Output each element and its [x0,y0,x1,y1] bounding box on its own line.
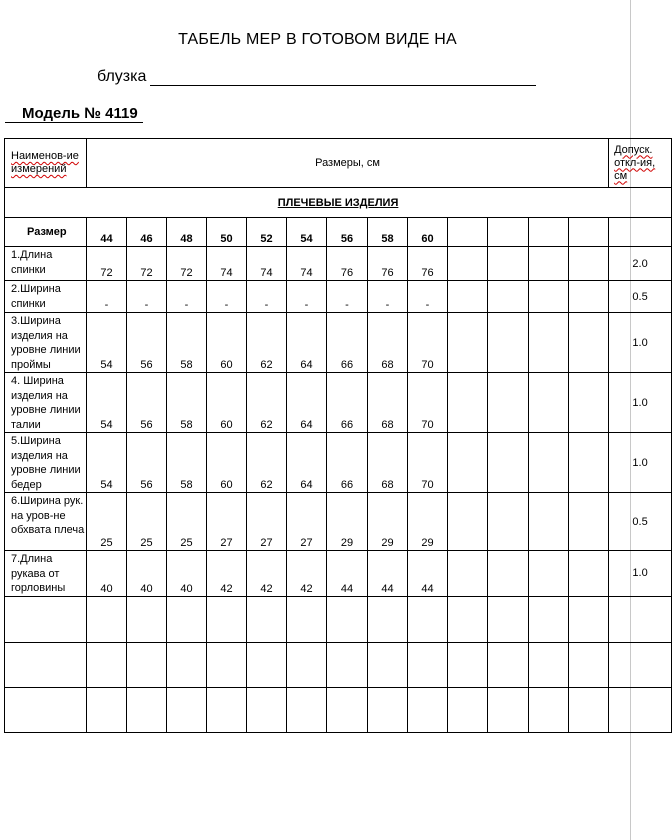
measurement-value-cell [529,247,569,281]
measurement-value-cell [488,642,529,687]
measurement-value-cell [488,596,529,642]
measurement-value-cell [569,281,609,313]
measurement-value-cell: 64 [287,373,327,433]
measurement-value-cell [287,596,327,642]
measurement-value-cell [448,642,488,687]
measurement-value-cell: 42 [247,551,287,597]
measurement-value-cell [448,433,488,493]
measurement-value-cell [569,551,609,597]
measurement-name-cell: 4. Ширина изделия на уровне линии талии [5,373,87,433]
measurement-value-cell [207,596,247,642]
measurement-value-cell [87,596,127,642]
measurement-value-cell [569,687,609,732]
measurement-value-cell: 76 [327,247,368,281]
measurement-name-cell [5,596,87,642]
table-row [5,596,672,642]
model-underline [5,122,143,123]
measurement-value-cell [368,687,408,732]
measurement-value-cell: 56 [127,433,167,493]
measurement-value-cell: 56 [127,313,167,373]
measurement-value-cell [488,551,529,597]
size-header-cell: 46 [127,218,167,247]
measurement-value-cell: - [207,281,247,313]
measurement-value-cell: 72 [87,247,127,281]
measurement-value-cell [247,687,287,732]
measurement-value-cell [87,642,127,687]
measurement-value-cell [448,687,488,732]
measurement-value-cell: 64 [287,313,327,373]
tolerance-cell [609,642,672,687]
size-header-cell [529,218,569,247]
measurement-value-cell [327,687,368,732]
measurement-value-cell [448,596,488,642]
table-row [5,551,672,597]
measurement-value-cell: 27 [207,493,247,551]
measurement-value-cell [287,687,327,732]
size-header-cell: 54 [287,218,327,247]
table-row [5,373,672,433]
tolerance-cell: 0.5 [609,281,672,313]
measurement-value-cell: 58 [167,373,207,433]
size-header-cell: 60 [408,218,448,247]
tolerance-cell: 1.0 [609,433,672,493]
measurement-value-cell: 42 [287,551,327,597]
measurement-value-cell [87,687,127,732]
measurement-value-cell: 60 [207,313,247,373]
size-header-cell [448,218,488,247]
measurement-value-cell: 44 [327,551,368,597]
measurement-value-cell: 29 [408,493,448,551]
measurement-value-cell [529,433,569,493]
measurement-value-cell [368,642,408,687]
measurement-name-cell: 6.Ширина рук. на уров-не обхвата плеча [5,493,87,551]
measurement-value-cell: 74 [287,247,327,281]
measurement-value-cell: 72 [167,247,207,281]
measurement-value-cell [287,642,327,687]
measurement-value-cell: 68 [368,433,408,493]
measurement-value-cell [569,493,609,551]
measurement-value-cell [127,687,167,732]
measurements-table [4,138,672,733]
measurement-value-cell [127,642,167,687]
measurement-value-cell: 66 [327,373,368,433]
product-underline [150,85,536,86]
measurement-value-cell [408,687,448,732]
measurement-value-cell: 74 [247,247,287,281]
measurement-value-cell [488,313,529,373]
header-sizes-cell: Размеры, см [87,139,609,188]
measurement-value-cell [529,493,569,551]
measurement-name-cell: 3.Ширина изделия на уровне линии проймы [5,313,87,373]
measurement-value-cell [569,433,609,493]
measurement-value-cell: 58 [167,433,207,493]
measurement-value-cell [408,596,448,642]
measurement-name-cell [5,687,87,732]
tolerance-cell: 1.0 [609,373,672,433]
measurement-value-cell: 27 [287,493,327,551]
measurement-value-cell [569,596,609,642]
measurement-value-cell: 60 [207,373,247,433]
size-header-cell: 58 [368,218,408,247]
measurement-value-cell: 62 [247,433,287,493]
measurement-value-cell: 25 [127,493,167,551]
section-row [5,188,672,218]
measurement-value-cell [448,373,488,433]
measurement-value-cell [448,313,488,373]
measurement-value-cell [529,313,569,373]
size-header-cell: 50 [207,218,247,247]
size-header-cell: 56 [327,218,368,247]
measurement-value-cell: 25 [167,493,207,551]
tolerance-cell: 2.0 [609,247,672,281]
measurement-value-cell [167,642,207,687]
measurement-value-cell: 70 [408,313,448,373]
header-tolerance-text: Допуск. откл-ия, см [614,143,656,182]
measurement-value-cell: 62 [247,373,287,433]
measurement-name-cell: 5.Ширина изделия на уровне линии бедер [5,433,87,493]
size-header-cell: 48 [167,218,207,247]
header-name-text: Наименов-ие измерений [11,150,79,175]
measurement-value-cell [448,493,488,551]
measurement-value-cell [127,596,167,642]
tolerance-cell: 1.0 [609,551,672,597]
measurement-value-cell: - [247,281,287,313]
measurement-value-cell [207,642,247,687]
measurement-value-cell [529,281,569,313]
tolerance-cell [609,596,672,642]
measurement-value-cell: 76 [408,247,448,281]
measurement-value-cell: - [368,281,408,313]
measurement-value-cell [488,247,529,281]
measurement-value-cell [569,373,609,433]
size-header-cell: 44 [87,218,127,247]
measurement-value-cell [448,551,488,597]
tolerance-cell: 1.0 [609,313,672,373]
measurement-value-cell [569,313,609,373]
measurement-value-cell [448,281,488,313]
measurement-name-cell: 7.Длина рукава от горловины [5,551,87,597]
table-row [5,247,672,281]
model-number: Модель № 4119 [22,105,138,122]
measurement-value-cell [529,642,569,687]
tolerance-cell: 0.5 [609,493,672,551]
measurement-value-cell: 27 [247,493,287,551]
measurement-value-cell: - [287,281,327,313]
measurement-value-cell [488,433,529,493]
measurement-value-cell [488,281,529,313]
size-header-tolerance-cell [609,218,672,247]
measurement-value-cell [207,687,247,732]
measurement-value-cell [529,551,569,597]
size-label-cell: Размер [5,218,87,247]
measurement-value-cell: 29 [368,493,408,551]
measurement-value-cell: 58 [167,313,207,373]
measurement-value-cell [569,642,609,687]
table-row [5,493,672,551]
document-title: ТАБЕЛЬ МЕР В ГОТОВОМ ВИДЕ НА [178,31,457,48]
tolerance-cell [609,687,672,732]
product-name: блузка [97,68,147,85]
measurement-value-cell [247,596,287,642]
measurement-value-cell [247,642,287,687]
measurement-value-cell: 68 [368,373,408,433]
section-title-cell [5,188,672,218]
measurement-value-cell [167,596,207,642]
measurement-value-cell: 76 [368,247,408,281]
measurement-value-cell: 70 [408,373,448,433]
measurement-value-cell: 25 [87,493,127,551]
measurement-value-cell: 74 [207,247,247,281]
measurement-value-cell: 66 [327,313,368,373]
measurement-value-cell: 70 [408,433,448,493]
measurement-value-cell [488,493,529,551]
measurement-value-cell: - [408,281,448,313]
measurement-value-cell [569,247,609,281]
table-row [5,687,672,732]
measurement-value-cell [488,373,529,433]
measurement-value-cell: 42 [207,551,247,597]
measurement-value-cell: - [327,281,368,313]
measurement-value-cell: - [167,281,207,313]
table-row [5,281,672,313]
measurement-value-cell [327,596,368,642]
measurement-value-cell [167,687,207,732]
measurement-value-cell: 62 [247,313,287,373]
table-header-row [5,139,672,188]
measurement-value-cell [368,596,408,642]
size-header-cell [488,218,529,247]
measurement-value-cell: 64 [287,433,327,493]
measurement-value-cell [327,642,368,687]
measurement-value-cell: 44 [368,551,408,597]
measurement-value-cell: 54 [87,313,127,373]
measurement-value-cell: 60 [207,433,247,493]
measurement-value-cell: 44 [408,551,448,597]
header-tolerance-cell [609,139,672,188]
table-row [5,313,672,373]
measurement-value-cell: 66 [327,433,368,493]
measurement-name-cell: 2.Ширина спинки [5,281,87,313]
table-row [5,433,672,493]
measurement-name-cell: 1.Длина спинки [5,247,87,281]
measurement-value-cell [488,687,529,732]
measurement-value-cell: 40 [87,551,127,597]
size-header-row [5,218,672,247]
size-header-cell: 52 [247,218,287,247]
header-name-cell [5,139,87,188]
table-row [5,642,672,687]
measurement-value-cell: - [87,281,127,313]
measurement-value-cell [408,642,448,687]
measurement-value-cell: 56 [127,373,167,433]
measurement-name-cell [5,642,87,687]
measurement-value-cell [529,687,569,732]
section-title: ПЛЕЧЕВЫЕ ИЗДЕЛИЯ [277,196,399,209]
measurement-value-cell [529,596,569,642]
measurement-value-cell: - [127,281,167,313]
measurement-value-cell: 54 [87,373,127,433]
measurement-value-cell: 40 [167,551,207,597]
measurement-value-cell: 68 [368,313,408,373]
measurement-value-cell [529,373,569,433]
size-header-cell [569,218,609,247]
measurement-value-cell: 40 [127,551,167,597]
measurement-value-cell: 72 [127,247,167,281]
measurement-value-cell: 29 [327,493,368,551]
measurement-value-cell [448,247,488,281]
measurement-value-cell: 54 [87,433,127,493]
